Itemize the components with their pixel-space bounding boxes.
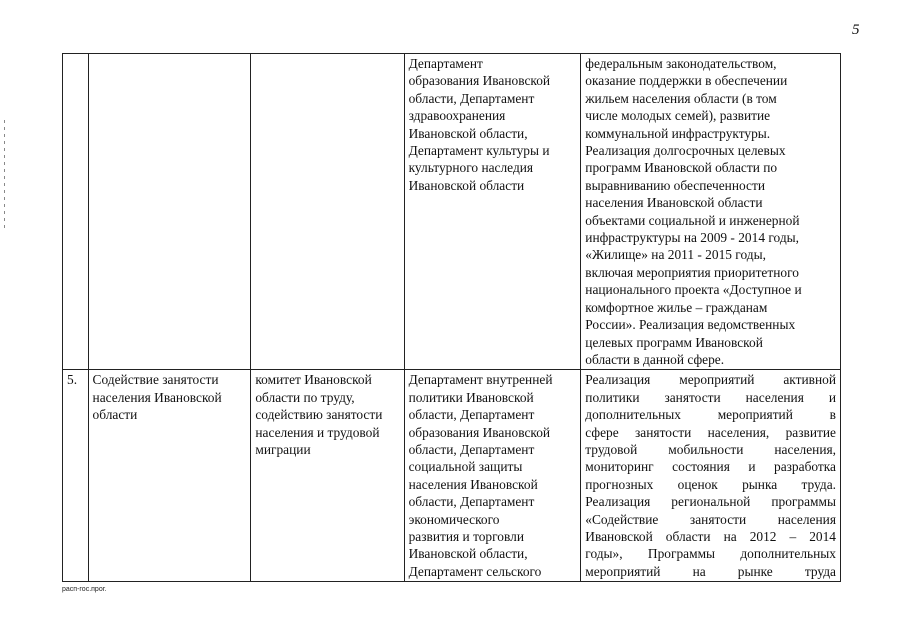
cell-description: федеральным законодательством, оказание поддержки в обеспечении жильем населения области (в том числе молодых семей), развитие коммунальной инфраструктуры. Реализация долгосрочных целевых программ Ивановской области по выравниванию обеспеченности населения Ивановской области объектами социальной и инженерной инфраструктуры на 2009 - 2014 годы, «Жилище» на 2011 - 2015 годы, включая мероприятия приоритетного национального проекта «Доступное и комфортное жилье – гражданам России». Реализация ведомственных целевых программ Ивановской области в данной сфере. xyxy=(581,54,841,370)
table-row xyxy=(63,370,841,582)
cell-responsible: комитет Ивановской области по труду, содействию занятости населения и трудовой миграции xyxy=(251,370,404,582)
description-line: «Содействие занятости населения xyxy=(585,511,836,527)
description-line: трудовой мобильности населения, xyxy=(585,441,836,457)
programs-table xyxy=(62,53,841,582)
description-line: мониторинг состояния и разработка xyxy=(585,459,836,475)
footer-text: расп-гос.прог. xyxy=(62,586,107,593)
cell-co-executors: Департамент внутренней политики Ивановской области, Департамент образования Ивановской области, Департамент социальной защиты населения Ивановской области, Департамент экономического развития и торговли Ивановской области, Департамент сельского xyxy=(404,370,581,582)
description-line: политики занятости населения и xyxy=(585,389,836,405)
page-number: 5 xyxy=(852,22,860,38)
description-line: сфере занятости населения, развитие xyxy=(585,424,836,440)
description-line: дополнительных мероприятий в xyxy=(585,407,836,423)
cell-co-executors: Департамент образования Ивановской области, Департамент здравоохранения Ивановской области, Департамент культуры и культурного наследия Ивановской области xyxy=(404,54,581,370)
cell-number: 5. xyxy=(63,370,89,582)
cell-responsible xyxy=(251,54,404,370)
description-line: Ивановской области на 2012 – 2014 xyxy=(585,528,836,544)
description-line: мероприятий на рынке труда xyxy=(585,563,836,579)
cell-name: Содействие занятости населения Ивановской области xyxy=(88,370,251,582)
table-row xyxy=(63,54,841,370)
cell-name xyxy=(88,54,251,370)
cell-description xyxy=(581,370,841,582)
description-line: Реализация региональной программы xyxy=(585,494,836,510)
binding-mark xyxy=(4,120,5,230)
description-lines xyxy=(585,371,836,580)
description-line: годы», Программы дополнительных xyxy=(585,546,836,562)
description-line: Реализация мероприятий активной xyxy=(585,372,836,388)
cell-number xyxy=(63,54,89,370)
description-line: прогнозных оценок рынка труда. xyxy=(585,476,836,492)
